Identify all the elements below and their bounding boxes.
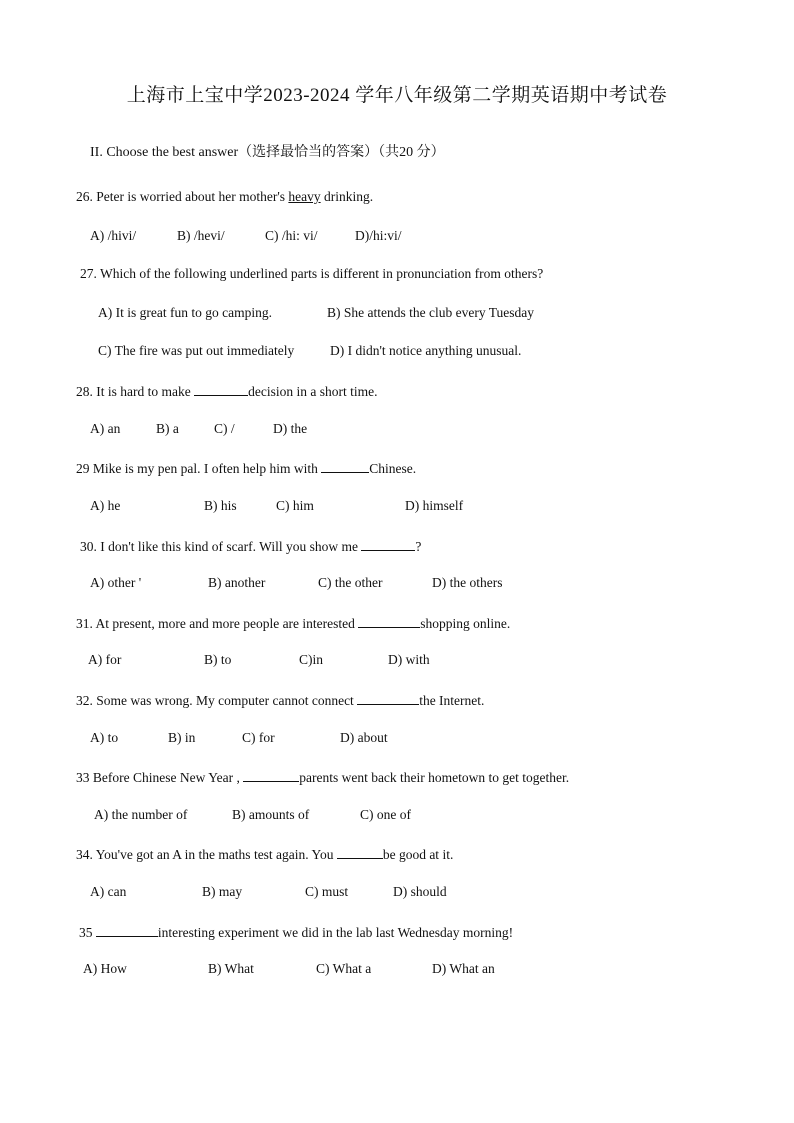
question-33	[76, 768, 569, 786]
answer-blank	[337, 845, 383, 859]
option-33-a[interactable]: A) the number of	[94, 807, 188, 822]
option-26-d[interactable]: D)/hi:vi/	[355, 228, 402, 243]
answer-blank	[358, 614, 420, 628]
answer-blank	[243, 768, 299, 782]
exam-title: 上海市上宝中学2023-2024 学年八年级第二学期英语期中考试卷	[126, 85, 668, 106]
option-32-a[interactable]: A) to	[90, 730, 119, 745]
option-32-b[interactable]: B) in	[168, 730, 196, 745]
option-31-a[interactable]: A) for	[88, 652, 122, 667]
option-35-b[interactable]: B) What	[208, 961, 254, 976]
answer-blank	[361, 537, 415, 551]
option-29-a[interactable]: A) he	[90, 498, 121, 513]
option-28-b[interactable]: B) a	[156, 421, 179, 436]
option-27-a[interactable]: A) It is great fun to go camping.	[98, 305, 272, 320]
question-29	[76, 459, 416, 477]
option-34-a[interactable]: A) can	[90, 884, 127, 899]
option-32-c[interactable]: C) for	[242, 730, 275, 745]
option-33-b[interactable]: B) amounts of	[232, 807, 310, 822]
question-text: 35	[79, 925, 96, 940]
option-29-c[interactable]: C) him	[276, 498, 314, 513]
section-heading: II. Choose the best answer（选择最恰当的答案）（共20 分）	[90, 145, 445, 160]
answer-blank	[357, 691, 419, 705]
question-text-end: drinking.	[320, 189, 374, 204]
answer-blank	[96, 923, 158, 937]
option-27-c[interactable]: C) The fire was put out immediately	[98, 343, 295, 358]
option-26-c[interactable]: C) /hi: vi/	[265, 228, 318, 243]
option-34-d[interactable]: D) should	[393, 884, 447, 899]
question-text: 29 Mike is my pen pal. I often help him with	[76, 461, 322, 476]
answer-blank	[194, 382, 248, 396]
option-27-b[interactable]: B) She attends the club every Tuesday	[327, 305, 534, 320]
option-29-b[interactable]: B) his	[204, 498, 237, 513]
question-28	[76, 382, 377, 400]
option-28-c[interactable]: C) /	[214, 421, 235, 436]
option-30-a[interactable]: A) other '	[90, 575, 142, 590]
question-34	[76, 845, 453, 863]
question-text-end: shopping online.	[420, 616, 511, 631]
question-32	[76, 691, 484, 709]
option-30-c[interactable]: C) the other	[318, 575, 383, 590]
question-text-end: be good at it.	[382, 847, 454, 862]
question-30	[80, 537, 421, 555]
question-text: 28. It is hard to make	[76, 384, 195, 399]
option-30-b[interactable]: B) another	[208, 575, 266, 590]
option-29-d[interactable]: D) himself	[405, 498, 464, 513]
option-30-d[interactable]: D) the others	[432, 575, 503, 590]
question-text-end: interesting experiment we did in the lab last Wednesday morning!	[157, 925, 514, 940]
question-text: 32. Some was wrong. My computer cannot connect	[76, 693, 358, 708]
option-34-b[interactable]: B) may	[202, 884, 243, 899]
option-35-a[interactable]: A) How	[83, 961, 127, 976]
option-28-a[interactable]: A) an	[90, 421, 121, 436]
option-26-b[interactable]: B) /hevi/	[177, 228, 225, 243]
question-text-end: Chinese.	[369, 461, 417, 476]
question-text: 30. I don't like this kind of scarf. Will you show me	[80, 539, 362, 554]
question-27: 27. Which of the following underlined parts is different in pronunciation from others?	[80, 266, 544, 281]
option-26-a[interactable]: A) /hivi/	[90, 228, 137, 243]
option-31-c[interactable]: C)in	[299, 652, 324, 667]
question-text-end: decision in a short time.	[248, 384, 378, 399]
option-35-c[interactable]: C) What a	[316, 961, 372, 976]
question-text: 26. Peter is worried about her mother's	[76, 189, 289, 204]
option-31-b[interactable]: B) to	[204, 652, 232, 667]
option-32-d[interactable]: D) about	[340, 730, 388, 745]
option-31-d[interactable]: D) with	[388, 652, 430, 667]
question-text-end: ?	[415, 539, 422, 554]
option-35-d[interactable]: D) What an	[432, 961, 495, 976]
question-text: 33 Before Chinese New Year ,	[76, 770, 244, 785]
option-33-c[interactable]: C) one of	[360, 807, 411, 822]
option-34-c[interactable]: C) must	[305, 884, 349, 899]
question-text-end: the Internet.	[419, 693, 485, 708]
question-text: 31. At present, more and more people are interested	[76, 616, 359, 631]
option-27-d[interactable]: D) I didn't notice anything unusual.	[330, 343, 522, 358]
question-35	[79, 923, 513, 941]
option-28-d[interactable]: D) the	[273, 421, 308, 436]
question-26	[76, 189, 373, 205]
underlined-word: heavy	[288, 189, 321, 204]
question-text-end: parents went back their hometown to get together.	[299, 770, 570, 785]
question-31	[76, 614, 510, 632]
answer-blank	[321, 459, 369, 473]
question-text: 34. You've got an A in the maths test again. You	[76, 847, 337, 862]
